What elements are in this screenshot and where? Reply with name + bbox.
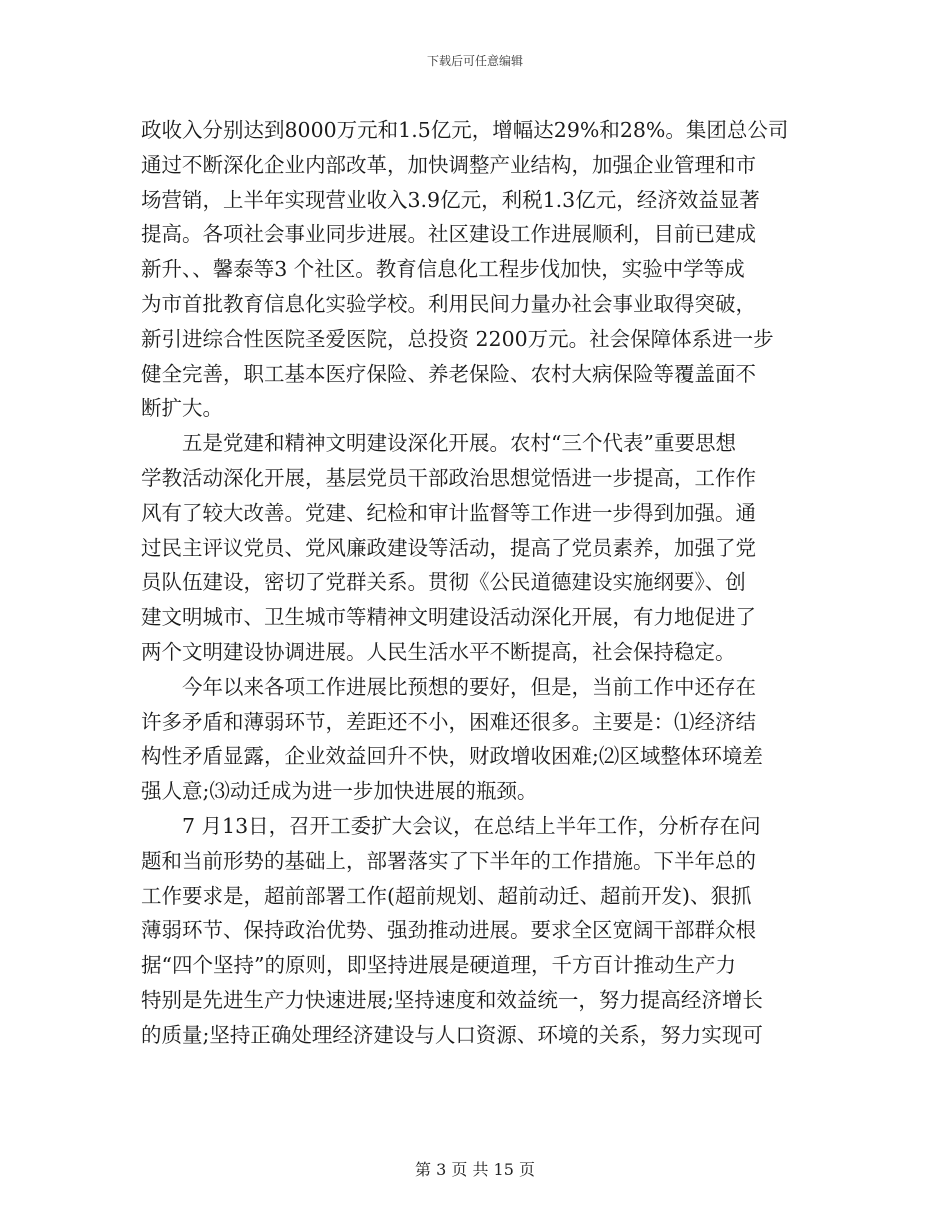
text-line: 强人意;⑶动迁成为进一步加快进展的瓶颈。 (141, 779, 538, 804)
text-line: 五是党建和精神文明建设深化开展。农村“三个代表”重要思想 (141, 431, 736, 456)
text-line: 学教活动深化开展，基层党员干部政治思想觉悟进一步提高，工作作 (141, 465, 756, 490)
page-header (0, 52, 950, 69)
page-number-text: 第 3 页 共 15 页 (415, 1160, 535, 1179)
text-line: 场营销，上半年实现营业收入3.9亿元，利税1.3亿元，经济效益显著 (141, 187, 760, 212)
text-line: 7 月13日，召开工委扩大会议，在总结上半年工作，分析存在问 (141, 813, 761, 838)
text-line: 两个文明建设协调进展。人民生活水平不断提高，社会保持稳定。 (141, 639, 736, 664)
text-line: 员队伍建设，密切了党群关系。贯彻《公民道德建设实施纲要》、创 (141, 570, 746, 595)
text-line: 特别是先进生产力快速进展;坚持速度和效益统一，努力提高经济增长 (141, 987, 763, 1012)
text-line: 提高。各项社会事业同步进展。社区建设工作进展顺利，目前已建成 (141, 222, 756, 247)
text-line: 的质量;坚持正确处理经济建设与人口资源、环境的关系，努力实现可 (141, 1022, 763, 1047)
text-line: 工作要求是，超前部署工作(超前规划、超前动迁、超前开发)、狠抓 (141, 883, 752, 908)
text-line: 健全完善，职工基本医疗保险、养老保险、农村大病保险等覆盖面不 (141, 361, 756, 386)
paragraph (141, 426, 809, 670)
text-line: 新引进综合性医院圣爱医院，总投资 2200万元。社会保障体系进一步 (141, 326, 774, 351)
text-line: 建文明城市、卫生城市等精神文明建设活动深化开展，有力地促进了 (141, 605, 756, 630)
text-line: 今年以来各项工作进展比预想的要好，但是，当前工作中还存在 (141, 674, 756, 699)
document-body (141, 113, 809, 1053)
page-footer (0, 1157, 950, 1180)
header-text: 下载后可任意编辑 (426, 54, 523, 68)
text-line: 为市首批教育信息化实验学校。利用民间力量办社会事业取得突破， (141, 291, 756, 316)
text-line: 题和当前形势的基础上，部署落实了下半年的工作措施。下半年总的 (141, 848, 756, 873)
text-line: 通过不断深化企业内部改革，加快调整产业结构，加强企业管理和市 (141, 152, 756, 177)
text-line: 据“四个坚持”的原则，即坚持进展是硬道理，千方百计推动生产力 (141, 953, 736, 978)
text-line: 过民主评议党员、党风廉政建设等活动，提高了党员素养，加强了党 (141, 535, 756, 560)
paragraph (141, 113, 809, 426)
text-line: 政收入分别达到8000万元和1.5亿元，增幅达29%和28%。集团总公司 (141, 118, 789, 142)
paragraph (141, 809, 809, 1053)
text-line: 薄弱环节、保持政治优势、强劲推动进展。要求全区宽阔干部群众根 (141, 918, 756, 943)
text-line: 新升、、馨泰等3 个社区。教育信息化工程步伐加快，实验中学等成 (141, 257, 745, 282)
text-line: 断扩大。 (141, 396, 223, 421)
text-line: 构性矛盾显露，企业效益回升不快，财政增收困难;⑵区域整体环境差 (141, 744, 763, 769)
text-line: 许多矛盾和薄弱环节，差距还不小，困难还很多。主要是：⑴经济结 (141, 709, 756, 734)
text-line: 风有了较大改善。党建、纪检和审计监督等工作进一步得到加强。通 (141, 500, 756, 525)
paragraph (141, 670, 809, 809)
